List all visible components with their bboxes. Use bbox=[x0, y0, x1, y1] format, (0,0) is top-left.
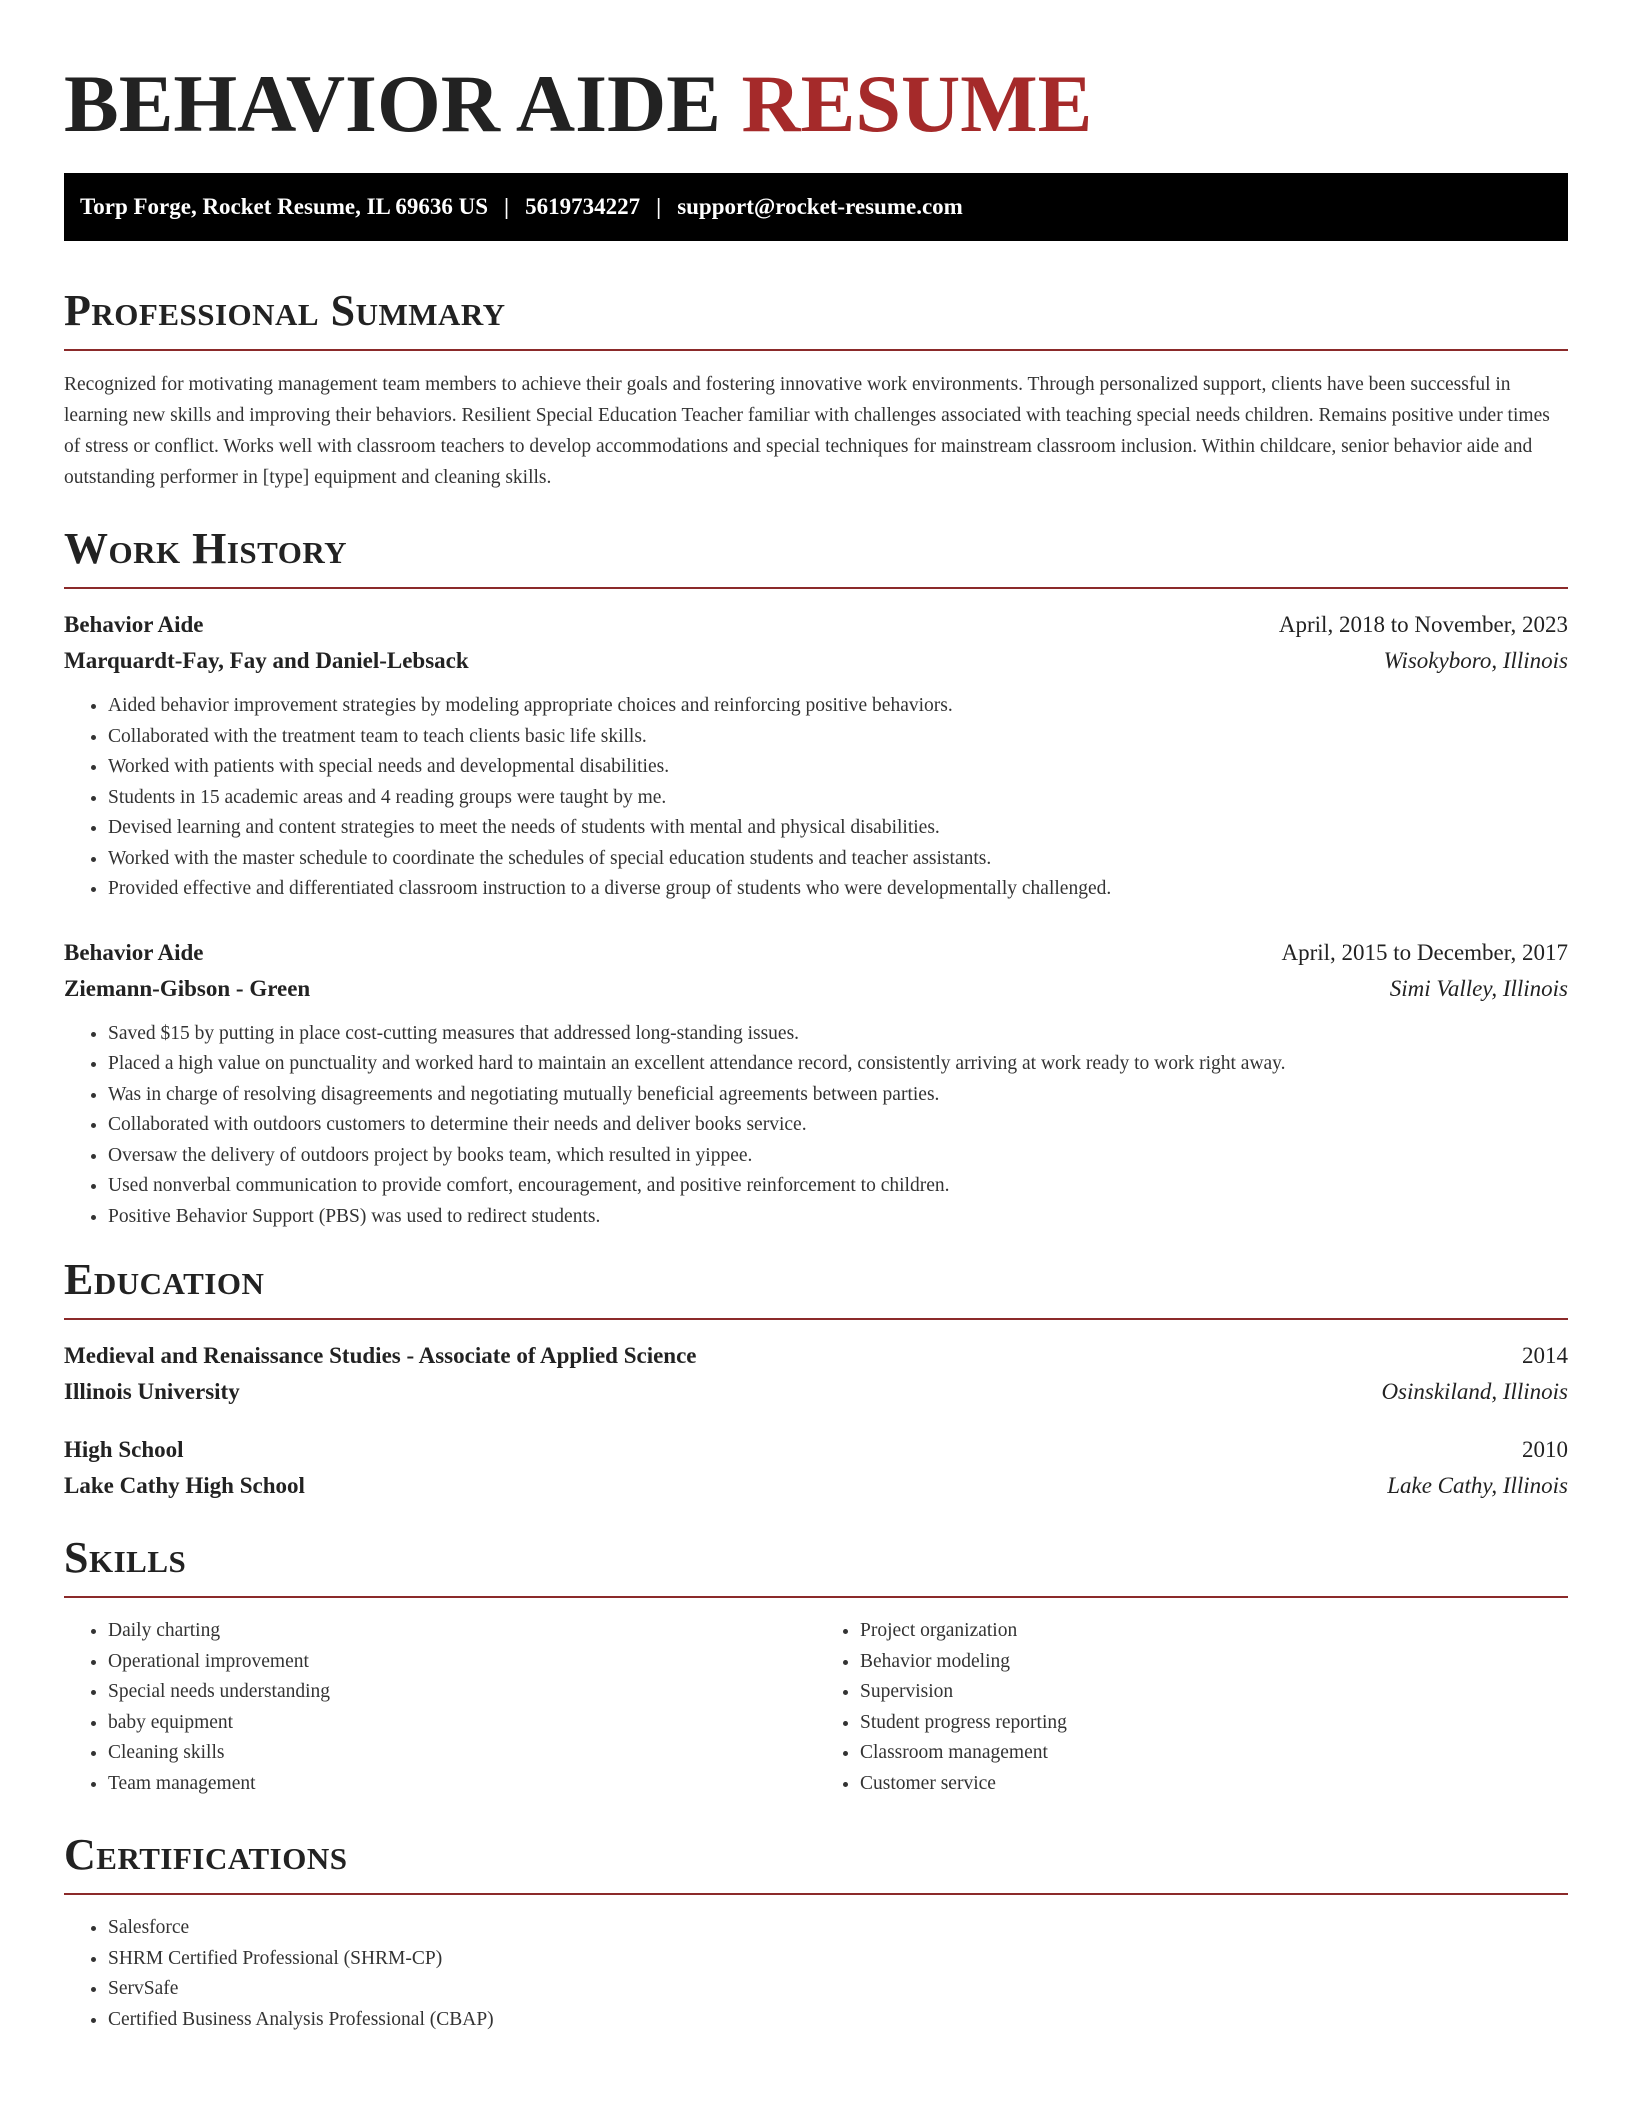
job-entry bbox=[64, 935, 1568, 1233]
job-duty: • Positive Behavior Support (PBS) was used to redirect students. bbox=[108, 1202, 1568, 1233]
contact-phone: 5619734227 bbox=[525, 194, 641, 219]
education-degree: High School bbox=[64, 1437, 184, 1462]
job-duties bbox=[64, 691, 1568, 905]
job-duty: • Collaborated with the treatment team to teach clients basic life skills. bbox=[108, 722, 1568, 753]
work-history-section bbox=[64, 523, 1568, 1232]
section-heading: Certifications bbox=[64, 1830, 348, 1879]
skill-item: • baby equipment bbox=[108, 1708, 816, 1739]
education-entry bbox=[64, 1338, 1568, 1410]
job-dates: April, 2018 to November, 2023 bbox=[1278, 612, 1568, 637]
skills-column-right bbox=[816, 1616, 1568, 1799]
job-duty: • Aided behavior improvement strategies by modeling appropriate choices and reinforcing positive behaviors. bbox=[108, 691, 1568, 722]
education-school: Illinois University bbox=[64, 1379, 240, 1404]
job-duty: • Devised learning and content strategies to meet the needs of students with mental and physical disabilities. bbox=[108, 813, 1568, 844]
education-location: Osinskiland, Illinois bbox=[1381, 1379, 1568, 1404]
job-duty: • Collaborated with outdoors customers to determine their needs and deliver books service. bbox=[108, 1110, 1568, 1141]
job-duty: • Placed a high value on punctuality and worked hard to maintain an excellent attendance record, consistently arriving at work ready to work right away. bbox=[108, 1049, 1568, 1080]
certification-item: • Certified Business Analysis Professional (CBAP) bbox=[108, 2005, 1568, 2036]
job-duty: • Provided effective and differentiated classroom instruction to a diverse group of students who were developmentally challenged. bbox=[108, 874, 1568, 905]
section-heading: Skills bbox=[64, 1533, 187, 1582]
skill-item: • Student progress reporting bbox=[860, 1708, 1568, 1739]
skill-item: • Classroom management bbox=[860, 1738, 1568, 1769]
job-duty: • Was in charge of resolving disagreements and negotiating mutually beneficial agreements between parties. bbox=[108, 1080, 1568, 1111]
skills-section bbox=[64, 1532, 1568, 1799]
resume-title bbox=[64, 55, 1568, 153]
section-heading: Education bbox=[64, 1255, 265, 1304]
certification-item: • Salesforce bbox=[108, 1913, 1568, 1944]
education-year: 2010 bbox=[1522, 1437, 1568, 1462]
education-degree: Medieval and Renaissance Studies - Associate of Applied Science bbox=[64, 1343, 697, 1368]
skill-item: • Project organization bbox=[860, 1616, 1568, 1647]
title-main: BEHAVIOR AIDE bbox=[64, 58, 721, 149]
job-entry bbox=[64, 607, 1568, 905]
skills-column-left bbox=[64, 1616, 816, 1799]
education-entry bbox=[64, 1432, 1568, 1504]
job-location: Simi Valley, Illinois bbox=[1389, 975, 1568, 1001]
job-duty: • Saved $15 by putting in place cost-cutting measures that addressed long-standing issues. bbox=[108, 1019, 1568, 1050]
section-heading: Work History bbox=[64, 524, 348, 573]
skill-item: • Customer service bbox=[860, 1769, 1568, 1800]
section-divider bbox=[64, 1893, 1568, 1895]
section-divider bbox=[64, 349, 1568, 351]
job-duty: • Used nonverbal communication to provide comfort, encouragement, and positive reinforcement to children. bbox=[108, 1171, 1568, 1202]
job-dates: April, 2015 to December, 2017 bbox=[1281, 939, 1568, 965]
certifications-section bbox=[64, 1829, 1568, 2035]
contact-email: support@rocket-resume.com bbox=[677, 194, 963, 219]
skill-item: • Operational improvement bbox=[108, 1647, 816, 1678]
skill-item: • Behavior modeling bbox=[860, 1647, 1568, 1678]
education-location: Lake Cathy, Illinois bbox=[1387, 1473, 1568, 1498]
job-duty: • Oversaw the delivery of outdoors project by books team, which resulted in yippee. bbox=[108, 1141, 1568, 1172]
contact-address: Torp Forge, Rocket Resume, IL 69636 US bbox=[80, 194, 489, 219]
summary-section bbox=[64, 285, 1568, 493]
certifications-list bbox=[64, 1913, 1568, 2035]
education-section bbox=[64, 1254, 1568, 1504]
section-divider bbox=[64, 1318, 1568, 1320]
skills-grid bbox=[64, 1616, 1568, 1799]
job-duty: • Worked with patients with special needs and developmental disabilities. bbox=[108, 752, 1568, 783]
skill-item: • Cleaning skills bbox=[108, 1738, 816, 1769]
skill-item: • Supervision bbox=[860, 1677, 1568, 1708]
job-location: Wisokyboro, Illinois bbox=[1383, 648, 1568, 673]
job-duties bbox=[64, 1019, 1568, 1233]
job-duty: • Worked with the master schedule to coordinate the schedules of special education students and teacher assistants. bbox=[108, 844, 1568, 875]
skill-item: • Daily charting bbox=[108, 1616, 816, 1647]
skill-item: • Team management bbox=[108, 1769, 816, 1800]
education-year: 2014 bbox=[1522, 1343, 1568, 1368]
job-duty: • Students in 15 academic areas and 4 reading groups were taught by me. bbox=[108, 783, 1568, 814]
section-divider bbox=[64, 587, 1568, 589]
job-company: Marquardt-Fay, Fay and Daniel-Lebsack bbox=[64, 648, 469, 673]
section-heading: Professional Summary bbox=[64, 286, 506, 335]
contact-separator: | bbox=[656, 194, 662, 219]
contact-bar bbox=[64, 173, 1568, 241]
job-company: Ziemann-Gibson - Green bbox=[64, 975, 311, 1001]
title-accent: RESUME bbox=[741, 58, 1093, 149]
education-school: Lake Cathy High School bbox=[64, 1473, 305, 1498]
certification-item: • SHRM Certified Professional (SHRM-CP) bbox=[108, 1944, 1568, 1975]
certification-item: • ServSafe bbox=[108, 1974, 1568, 2005]
skill-item: • Special needs understanding bbox=[108, 1677, 816, 1708]
summary-text: Recognized for motivating management team members to achieve their goals and fostering innovative work environments. Through personalized support, clients have been successful in learning new skills and improving their behaviors. Resilient Special Education Teacher familiar with challenges associated with teaching special needs children. Remains positive under times of stress or conflict. Works well with classroom teachers to develop accommodations and special techniques for mainstream classroom inclusion. Within childcare, senior behavior aide and outstanding performer in [type] equipment and cleaning skills. bbox=[64, 374, 1550, 488]
job-title: Behavior Aide bbox=[64, 939, 204, 965]
job-title: Behavior Aide bbox=[64, 612, 204, 637]
contact-separator: | bbox=[504, 194, 510, 219]
section-divider bbox=[64, 1596, 1568, 1598]
